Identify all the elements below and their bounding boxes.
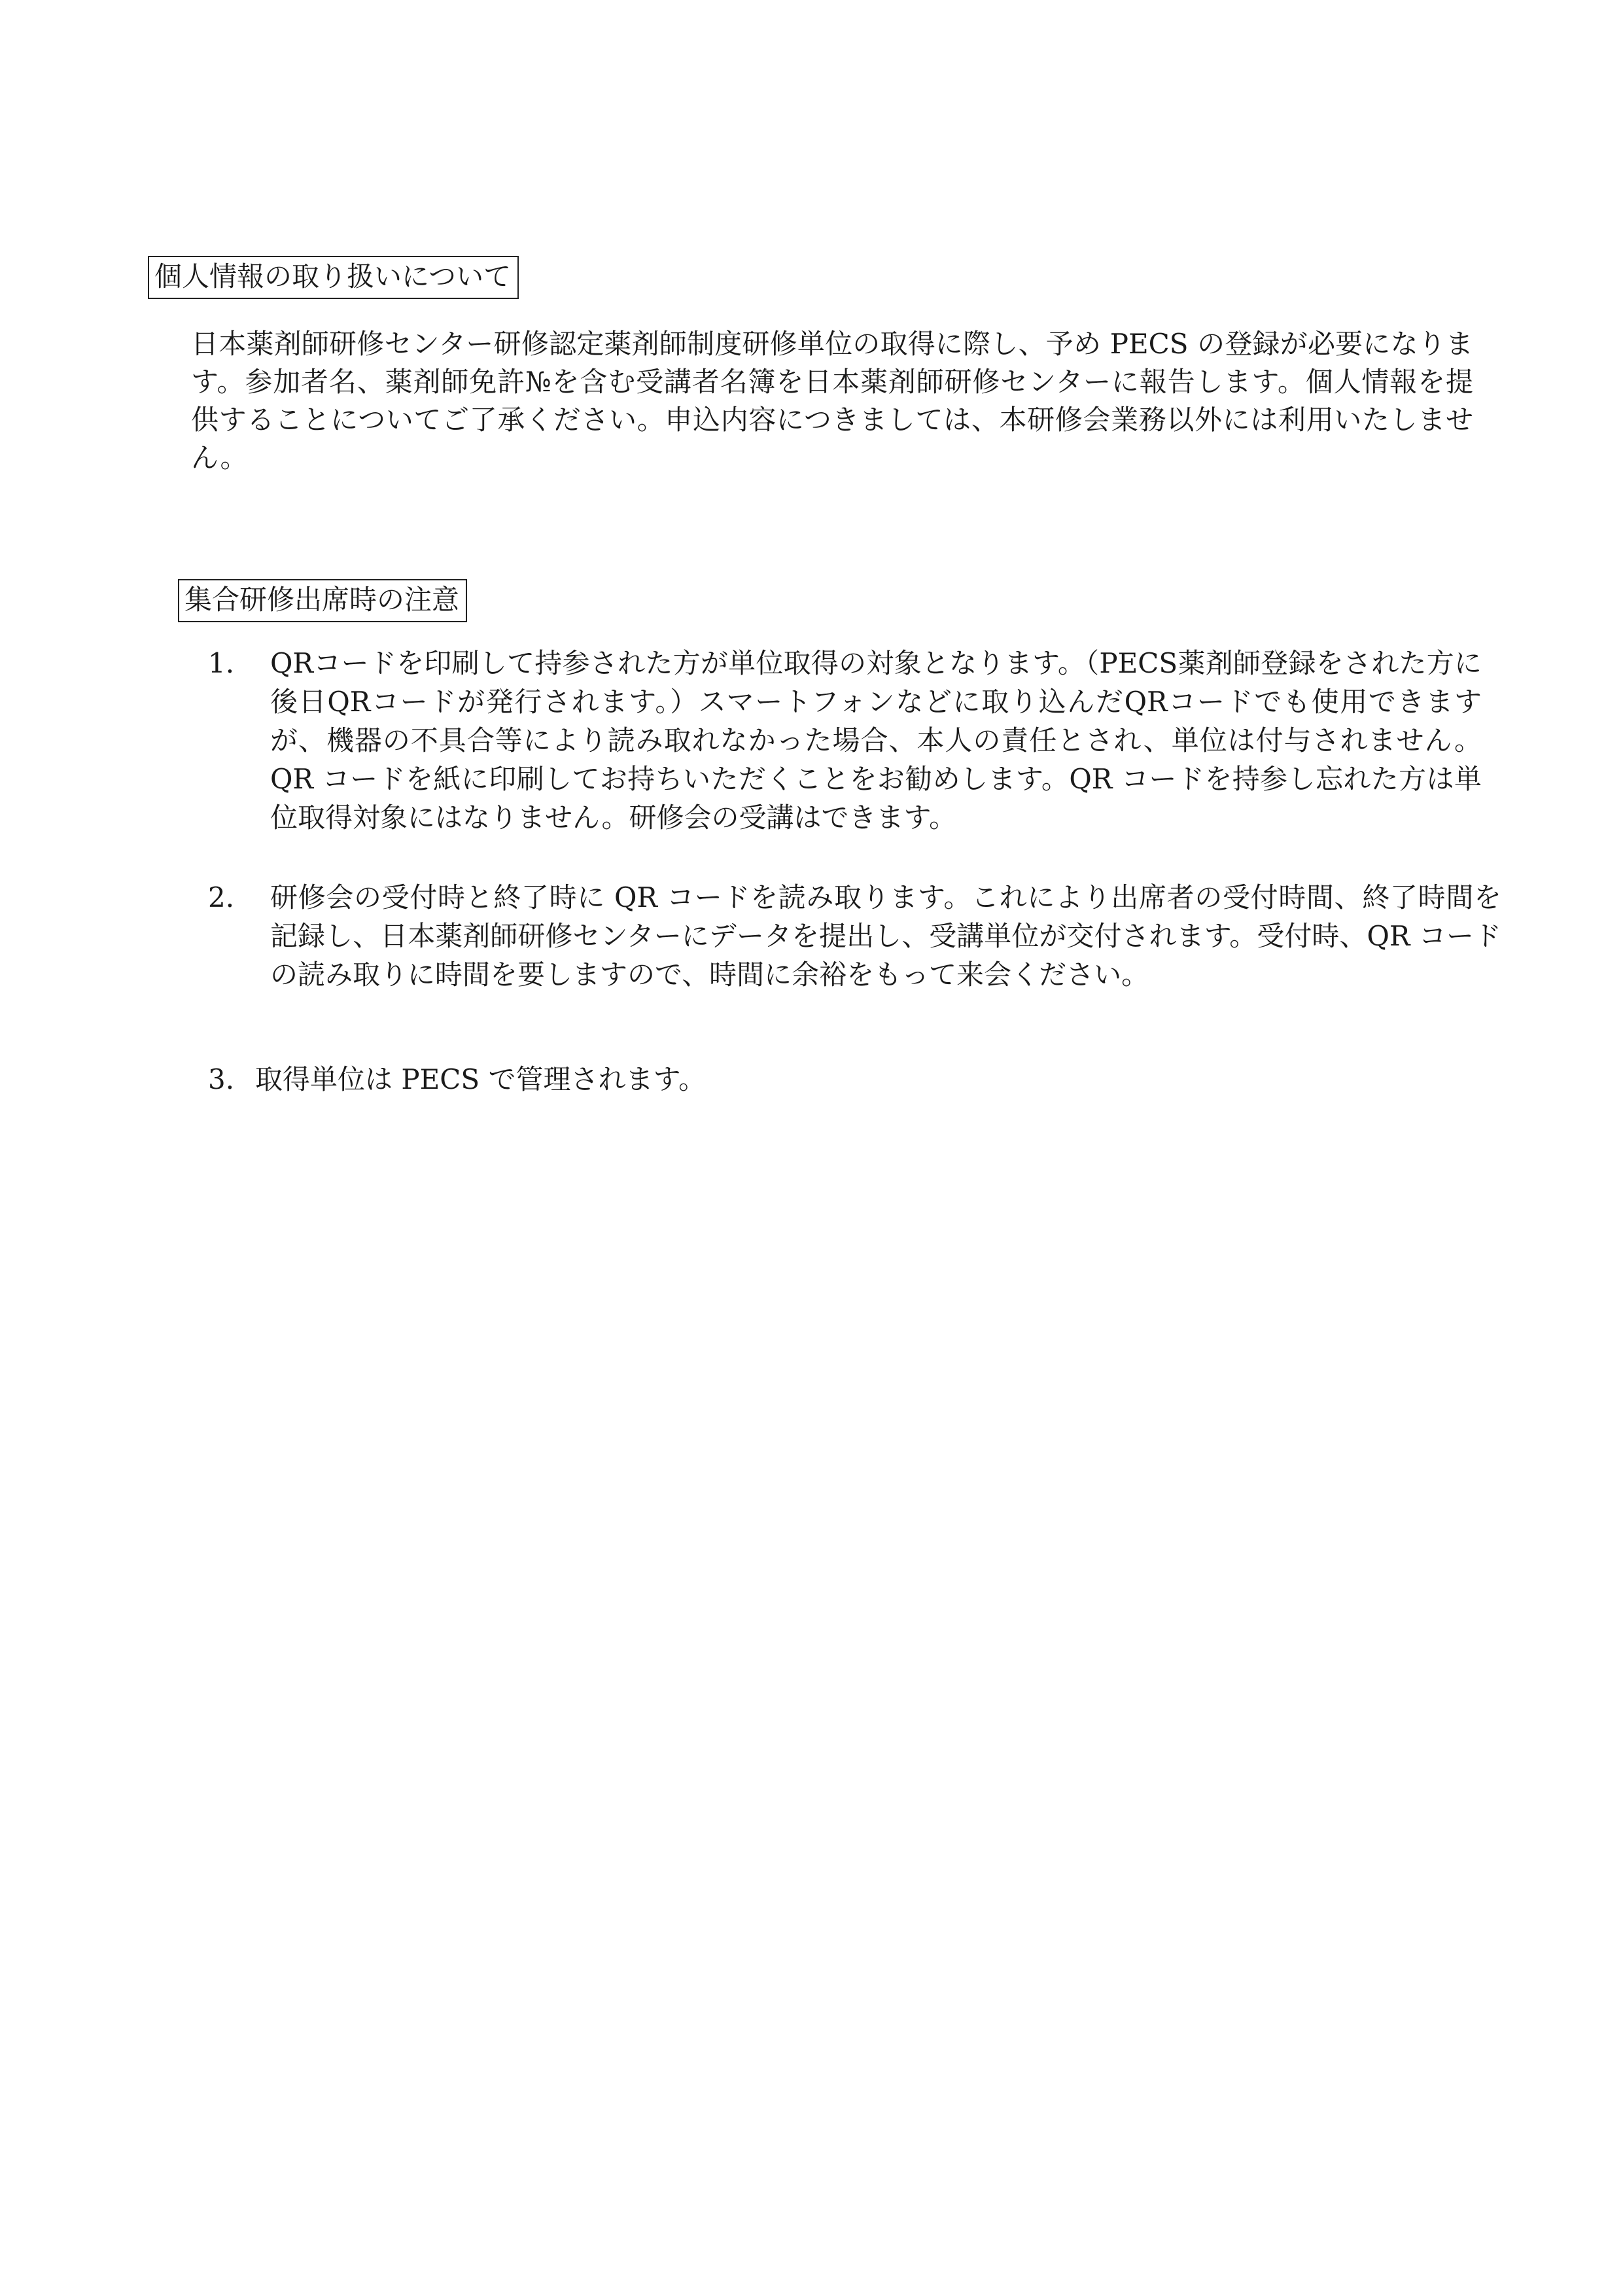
attendance-section-heading: 集合研修出席時の注意 bbox=[178, 579, 467, 622]
privacy-section-body: 日本薬剤師研修センター研修認定薬剤師制度研修単位の取得に際し、予め PECS の登録が必要になります。参加者名、薬剤師免許№を含む受講者名簿を日本薬剤師研修センターに報告します。個人情報を提供することについてご了承ください。申込内容につきましては、本研修会業務以外には利用いたしません。 bbox=[191, 328, 1473, 474]
attendance-note-item bbox=[208, 878, 1503, 1009]
note-text: 研修会の受付時と終了時に QR コードを読み取ります。これにより出席者の受付時間、終了時間を記録し、日本薬剤師研修センターにデータを提出し、受講単位が交付されます。受付時、QR コードの読み取りに時間を要しますので、時間に余裕をもって来会ください。 bbox=[270, 881, 1501, 991]
privacy-section-heading: 個人情報の取り扱いについて bbox=[148, 256, 519, 299]
attendance-note-item bbox=[208, 644, 1484, 860]
note-text: 取得単位は PECS で管理されます。 bbox=[255, 1063, 707, 1095]
note-text: QRコードを印刷して持参された方が単位取得の対象となります。（PECS薬剤師登録をされた方に後日QRコードが発行されます。）スマートフォンなどに取り込んだQRコードでも使用できますが、機器の不具合等により読み取れなかった場合、本人の責任とされ、単位は付与されません。QR コードを紙に印刷してお持ちいただくことをお勧めします。QR コードを持参し忘れた方は単位取得対象にはなりません。研修会の受講はできます。 bbox=[270, 647, 1482, 834]
attendance-note-item bbox=[208, 1060, 1189, 1106]
note-number: 1. bbox=[208, 647, 235, 679]
note-number: 3. bbox=[208, 1063, 235, 1095]
note-number: 2. bbox=[208, 881, 235, 913]
